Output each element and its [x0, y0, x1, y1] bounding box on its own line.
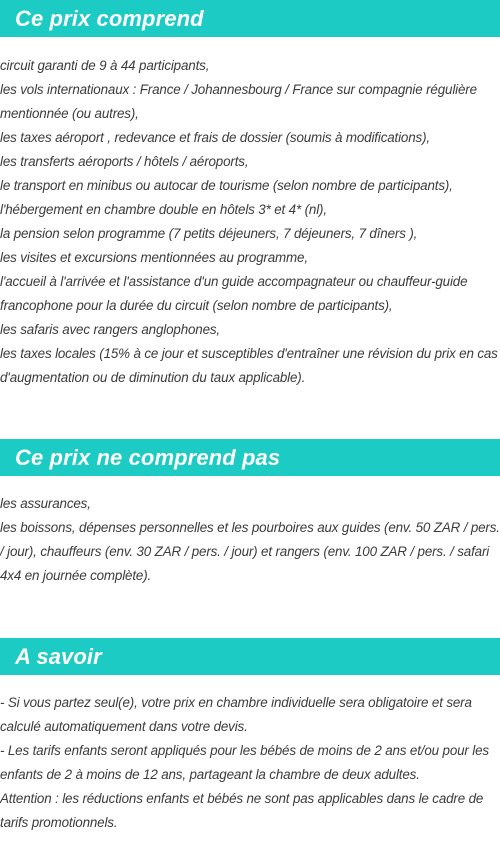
list-item: - Si vous partez seul(e), votre prix en chambre individuelle sera obligatoire et sera calculé automatiquement dans votre devis. [0, 695, 472, 734]
list-item: les visites et excursions mentionnées au programme, [0, 250, 308, 265]
section-body-to-know [0, 691, 500, 835]
list-item: les safaris avec rangers anglophones, [0, 322, 220, 337]
list-item: les assurances, [0, 496, 91, 511]
section-body-excluded [0, 492, 500, 588]
section-header-excluded [0, 439, 500, 476]
list-item: l'hébergement en chambre double en hôtels 3* et 4* (nl), [0, 202, 327, 217]
section-body-included [0, 54, 500, 390]
section-title-to-know: A savoir [15, 643, 102, 669]
section-header-to-know [0, 638, 500, 675]
section-title-excluded: Ce prix ne comprend pas [15, 444, 281, 470]
list-item: les taxes aéroport , redevance et frais de dossier (soumis à modifications), [0, 130, 430, 145]
list-item: Attention : les réductions enfants et bébés ne sont pas applicables dans le cadre de tarifs promotionnels. [0, 791, 484, 830]
section-title-included: Ce prix comprend [15, 5, 204, 31]
list-item: les boissons, dépenses personnelles et les pourboires aux guides (env. 50 ZAR / pers. / jour), chauffeurs (env. 30 ZAR / pers. / jour) et rangers (env. 100 ZAR / pers. / safari 4x4 en journée complète). [0, 520, 500, 583]
list-item: l'accueil à l'arrivée et l'assistance d'un guide accompagnateur ou chauffeur-guide francophone pour la durée du circuit (selon nombre de participants), [0, 274, 468, 313]
section-header-included [0, 0, 500, 37]
list-item: les transferts aéroports / hôtels / aéroports, [0, 154, 249, 169]
list-item: le transport en minibus ou autocar de tourisme (selon nombre de participants), [0, 178, 453, 193]
list-item: - Les tarifs enfants seront appliqués pour les bébés de moins de 2 ans et/ou pour les enfants de 2 à moins de 12 ans, partageant la chambre de deux adultes. [0, 743, 489, 782]
list-item: les taxes locales (15% à ce jour et susceptibles d'entraîner une révision du prix en cas d'augmentation ou de diminution du taux applicable). [0, 346, 498, 385]
list-item: la pension selon programme (7 petits déjeuners, 7 déjeuners, 7 dîners ), [0, 226, 418, 241]
list-item: circuit garanti de 9 à 44 participants, [0, 58, 210, 73]
list-item: les vols internationaux : France / Johannesbourg / France sur compagnie régulière mentionnée (ou autres), [0, 82, 477, 121]
